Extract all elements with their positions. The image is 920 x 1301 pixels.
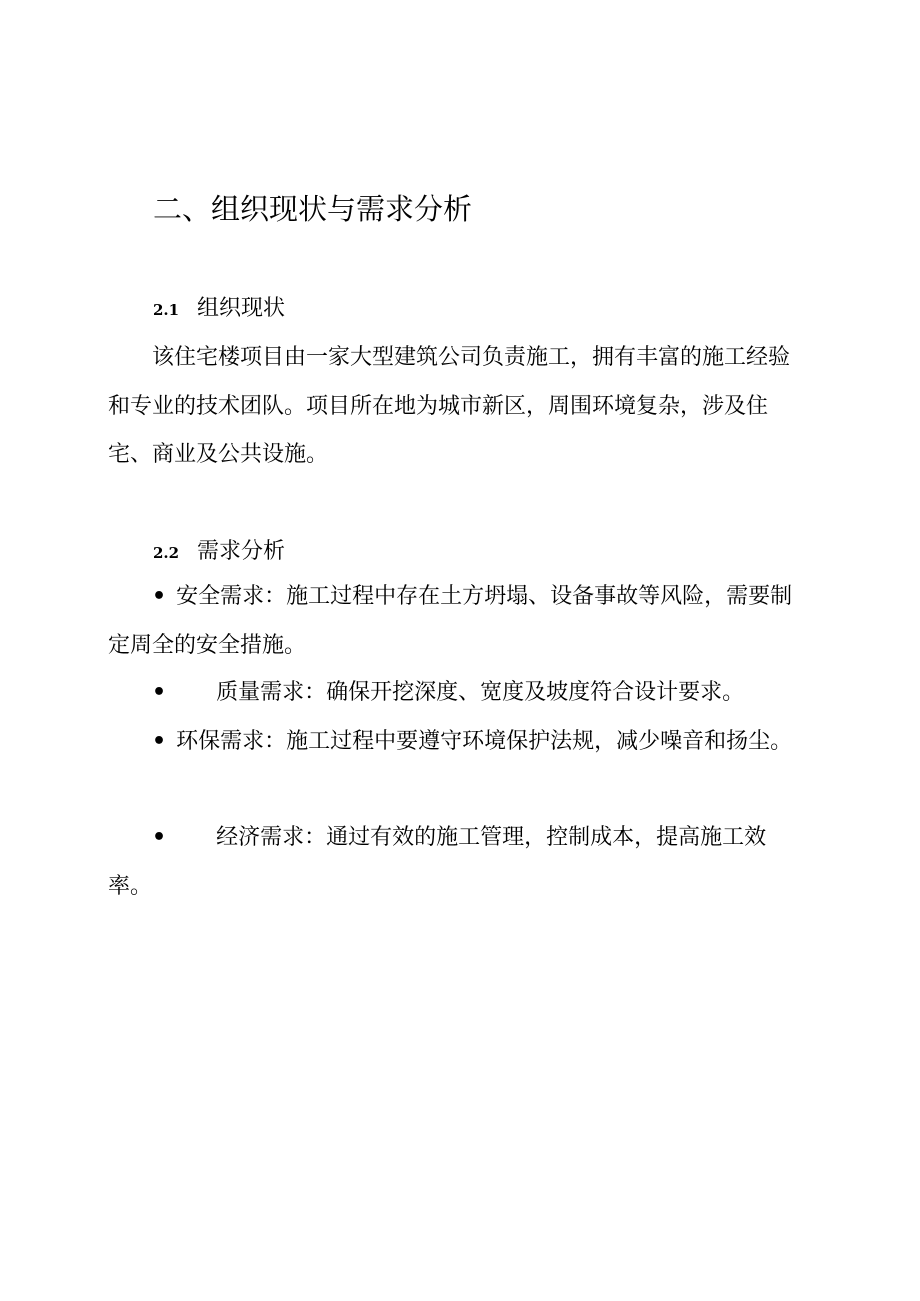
- requirement-text: 施工过程中存在土方坍塌、设备事故等风险，需要制定周全的安全措施。: [108, 584, 793, 658]
- subsection-number: 2.1: [153, 301, 180, 319]
- requirement-label: 环保需求: [176, 729, 265, 754]
- subsection-title: 需求分析: [197, 539, 286, 564]
- requirement-label: 经济需求: [216, 825, 305, 850]
- organization-status-paragraph: 该住宅楼项目由一家大型建筑公司负责施工，拥有丰富的施工经验和专业的技术团队。项目所在地为城市新区，周围环境复杂，涉及住宅、商业及公共设施。: [108, 345, 791, 467]
- requirement-label: 质量需求: [216, 680, 305, 705]
- bullet-marker: •: [152, 584, 167, 609]
- requirement-text: 通过有效的施工管理，控制成本，提高施工效率。: [108, 825, 767, 899]
- bullet-marker: •: [152, 825, 167, 850]
- subsection-title: 组织现状: [197, 296, 286, 321]
- subsection-number: 2.2: [153, 544, 180, 562]
- subsection-heading-2-2: [153, 534, 285, 564]
- section-title: 二、组织现状与需求分析: [153, 192, 473, 226]
- requirement-text: 施工过程中要遵守环境保护法规，减少噪音和扬尘。: [286, 729, 793, 754]
- requirement-separator: ：: [264, 584, 287, 609]
- bullet-marker: •: [152, 680, 167, 705]
- bullet-marker: •: [152, 729, 167, 754]
- subsection-heading-2-1: [153, 291, 285, 321]
- requirement-label: 安全需求: [176, 584, 265, 609]
- requirement-separator: ：: [304, 825, 327, 850]
- requirement-text: 确保开挖深度、宽度及坡度符合设计要求。: [326, 680, 745, 705]
- requirement-separator: ：: [264, 729, 287, 754]
- requirement-item-economy: [108, 814, 808, 911]
- requirement-item-safety: [108, 573, 808, 670]
- requirement-separator: ：: [304, 680, 327, 705]
- requirement-item-environment: [108, 718, 808, 767]
- requirement-item-quality: [108, 669, 808, 718]
